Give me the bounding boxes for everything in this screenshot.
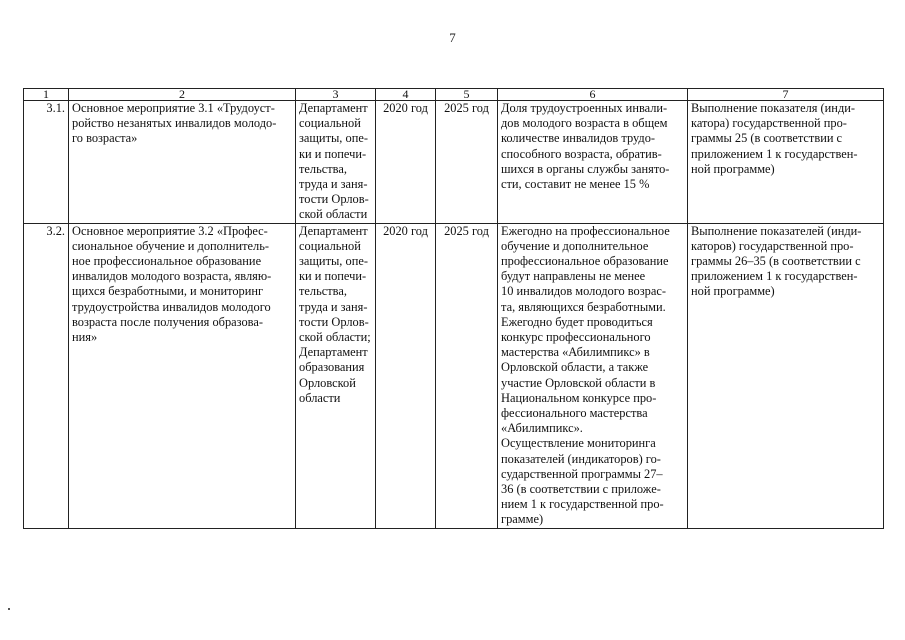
- executor-cell: Департамент социальной защиты, опе- ки и попечи- тельства, труда и заня- тости Орлов- ской области; Департамент образования Орловской области: [296, 223, 376, 528]
- page-number: 7: [449, 30, 456, 45]
- result-cell: Ежегодно на профессиональное обучение и дополнительное профессиональное образование будут направлены не менее 10 инвалидов молодого возрас- та, являющихся безработными. Ежегодно будет проводиться конкурс профессионального мастерства «Абилимпикс» в Орловской области, а также участие Орловской области в Национальном конкурсе про- фессионального мастерства «Абилимпикс». Осуществление мониторинга показателей (индикаторов) го- сударственной программы 27– 36 (в соответствии с приложе- нием 1 к государственной про- грамме): [498, 223, 688, 528]
- column-header: 7: [688, 89, 884, 101]
- result-cell: Доля трудоустроенных инвали- дов молодого возраста в общем количестве инвалидов трудо- способного возраста, обратив- шихся в органы службы занято- сти, составит не менее 15 %: [498, 101, 688, 224]
- scan-speck: [8, 608, 10, 610]
- row-number-cell: 3.2.: [24, 223, 69, 528]
- measure-cell: Основное мероприятие 3.2 «Профес- сиональное обучение и дополнитель- ное профессиональное образование инвалидов молодого возраста, являю- щихся безработными, и мониторинг трудоустройства инвалидов молодого возраста после получения образова- ния»: [69, 223, 296, 528]
- executor-cell: Департамент социальной защиты, опе- ки и попечи- тельства, труда и заня- тости Орлов- ской области: [296, 101, 376, 224]
- start-year-cell: 2020 год: [376, 223, 436, 528]
- end-year-cell: 2025 год: [436, 223, 498, 528]
- row-number-cell: 3.1.: [24, 101, 69, 224]
- measures-table: [23, 88, 884, 529]
- table-row: [24, 223, 884, 528]
- column-header: 3: [296, 89, 376, 101]
- end-year-cell: 2025 год: [436, 101, 498, 224]
- column-header: 5: [436, 89, 498, 101]
- start-year-cell: 2020 год: [376, 101, 436, 224]
- column-header: 4: [376, 89, 436, 101]
- table-row: [24, 101, 884, 224]
- indicator-link-cell: Выполнение показателей (инди- каторов) государственной про- граммы 26–35 (в соответствии с приложением 1 к государствен- ной программе): [688, 223, 884, 528]
- header-row: [24, 89, 884, 101]
- column-header: 2: [69, 89, 296, 101]
- measure-cell: Основное мероприятие 3.1 «Трудоуст- ройство незанятых инвалидов молодо- го возраста»: [69, 101, 296, 224]
- column-header: 6: [498, 89, 688, 101]
- column-header: 1: [24, 89, 69, 101]
- indicator-link-cell: Выполнение показателя (инди- катора) государственной про- граммы 25 (в соответствии с приложением 1 к государствен- ной программе): [688, 101, 884, 224]
